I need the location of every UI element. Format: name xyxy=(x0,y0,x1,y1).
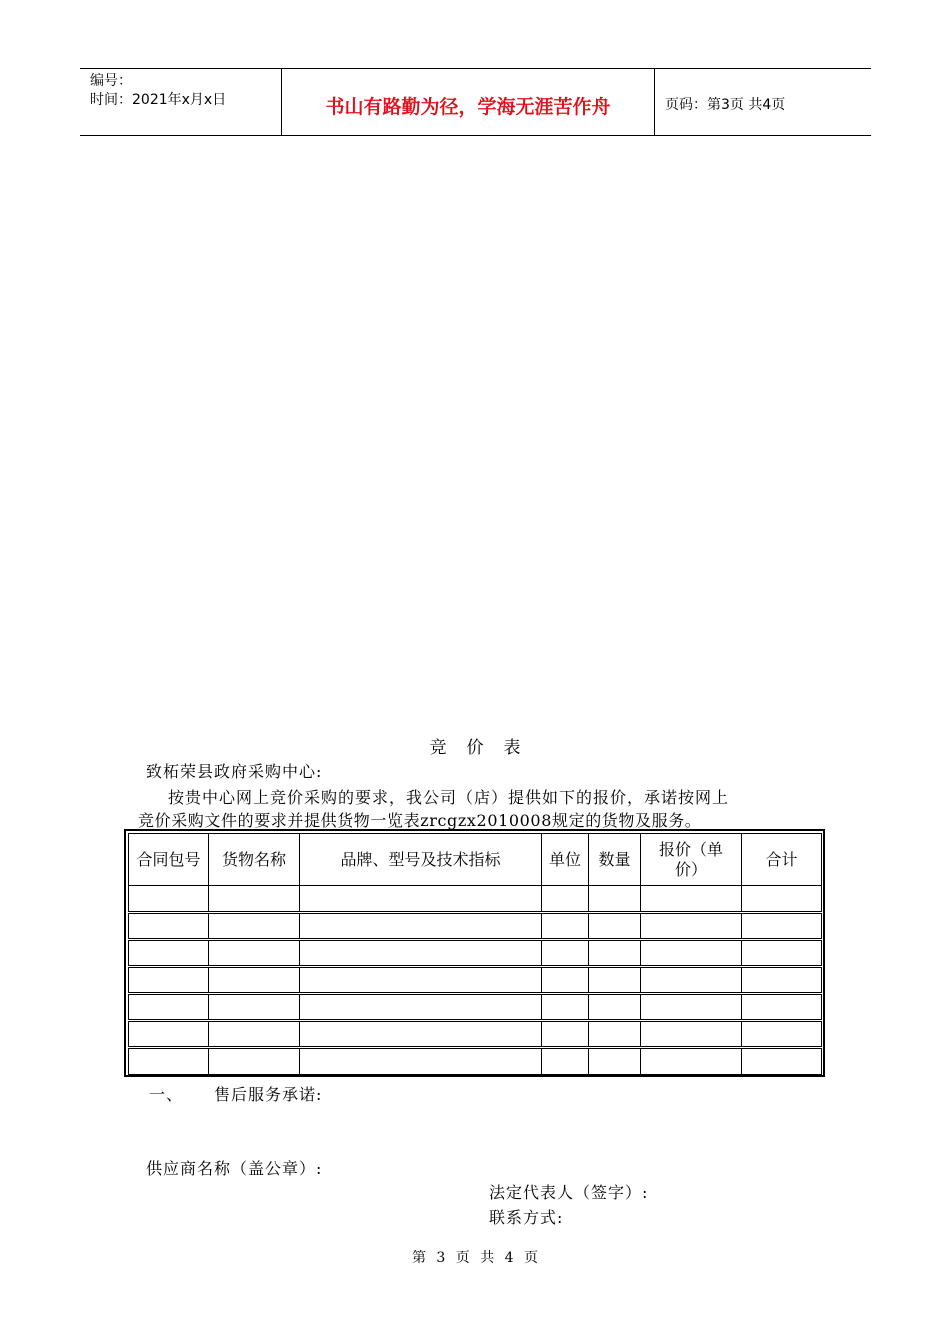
table-cell[interactable] xyxy=(641,1048,742,1075)
date-label: 时间：2021年x月x日 xyxy=(90,92,227,108)
col-header-unit: 单位 xyxy=(542,834,589,886)
legal-representative-label: 法定代表人（签字）: xyxy=(489,1183,649,1202)
col-header-brand-model: 品牌、型号及技术指标 xyxy=(300,834,542,886)
table-cell[interactable] xyxy=(209,1048,300,1075)
table-cell[interactable] xyxy=(209,994,300,1021)
header-motto: 书山有路勤为径，学海无涯苦作舟 xyxy=(282,69,655,135)
table-cell[interactable] xyxy=(589,1048,641,1075)
table-cell[interactable] xyxy=(589,886,641,913)
table-cell[interactable] xyxy=(129,994,209,1021)
contact-label: 联系方式: xyxy=(489,1208,564,1227)
table-cell[interactable] xyxy=(641,1021,742,1048)
addressee: 致柘荣县政府采购中心: xyxy=(146,762,323,781)
bid-table xyxy=(124,829,825,1077)
table-cell[interactable] xyxy=(542,886,589,913)
col-header-goods-name: 货物名称 xyxy=(209,834,300,886)
table-cell[interactable] xyxy=(589,913,641,940)
table-cell[interactable] xyxy=(129,913,209,940)
table-cell[interactable] xyxy=(300,940,542,967)
table-cell[interactable] xyxy=(641,940,742,967)
table-cell[interactable] xyxy=(589,994,641,1021)
code-label: 编号： xyxy=(90,73,132,89)
page-footer: 第 3 页 共 4 页 xyxy=(411,1250,539,1266)
col-header-quantity: 数量 xyxy=(589,834,641,886)
table-cell[interactable] xyxy=(641,994,742,1021)
table-cell[interactable] xyxy=(641,913,742,940)
table-cell[interactable] xyxy=(129,940,209,967)
table-cell[interactable] xyxy=(300,913,542,940)
table-cell[interactable] xyxy=(129,1021,209,1048)
intro-paragraph-line-1: 按贵中心网上竞价采购的要求，我公司（店）提供如下的报价，承诺按网上 xyxy=(168,788,730,807)
table-cell[interactable] xyxy=(742,886,822,913)
table-cell[interactable] xyxy=(742,1048,822,1075)
table-cell[interactable] xyxy=(129,967,209,994)
table-cell[interactable] xyxy=(742,913,822,940)
table-cell[interactable] xyxy=(300,994,542,1021)
table-cell[interactable] xyxy=(209,886,300,913)
table-cell[interactable] xyxy=(542,967,589,994)
table-cell[interactable] xyxy=(589,1021,641,1048)
section-number: 一、 xyxy=(149,1085,184,1104)
table-cell[interactable] xyxy=(129,886,209,913)
table-cell[interactable] xyxy=(209,967,300,994)
table-cell[interactable] xyxy=(300,967,542,994)
table-cell[interactable] xyxy=(300,886,542,913)
document-title: 竞价表 xyxy=(429,738,541,758)
table-row xyxy=(129,1048,822,1075)
table-cell[interactable] xyxy=(300,1021,542,1048)
table-cell[interactable] xyxy=(742,967,822,994)
page-header xyxy=(80,68,871,136)
table-cell[interactable] xyxy=(589,940,641,967)
table-cell[interactable] xyxy=(129,1048,209,1075)
col-header-unit-price: 报价（单价） xyxy=(641,834,742,886)
table-cell[interactable] xyxy=(542,1021,589,1048)
table-cell[interactable] xyxy=(209,940,300,967)
table-cell[interactable] xyxy=(300,1048,542,1075)
table-cell[interactable] xyxy=(742,994,822,1021)
col-header-package-no: 合同包号 xyxy=(129,834,209,886)
table-cell[interactable] xyxy=(542,1048,589,1075)
table-row xyxy=(129,967,822,994)
col-header-total: 合计 xyxy=(742,834,822,886)
header-meta xyxy=(80,69,282,135)
intro-paragraph-line-2: 竞价采购文件的要求并提供货物一览表zrcgzx2010008规定的货物及服务。 xyxy=(138,811,702,830)
table-cell[interactable] xyxy=(542,940,589,967)
table-row xyxy=(129,913,822,940)
table-row xyxy=(129,886,822,913)
table-cell[interactable] xyxy=(209,1021,300,1048)
after-sales-commitment: 售后服务承诺: xyxy=(214,1085,323,1104)
table-cell[interactable] xyxy=(641,886,742,913)
supplier-name-label: 供应商名称（盖公章）: xyxy=(146,1159,323,1178)
table-row xyxy=(129,1021,822,1048)
table-cell[interactable] xyxy=(742,1021,822,1048)
table-header-row xyxy=(129,834,822,886)
table-cell[interactable] xyxy=(641,967,742,994)
table-cell[interactable] xyxy=(742,940,822,967)
table-cell[interactable] xyxy=(209,913,300,940)
table-row xyxy=(129,994,822,1021)
table-row xyxy=(129,940,822,967)
header-page-label: 页码：第3页 共4页 xyxy=(665,97,786,113)
table-cell[interactable] xyxy=(542,994,589,1021)
table-cell[interactable] xyxy=(542,913,589,940)
table-cell[interactable] xyxy=(589,967,641,994)
